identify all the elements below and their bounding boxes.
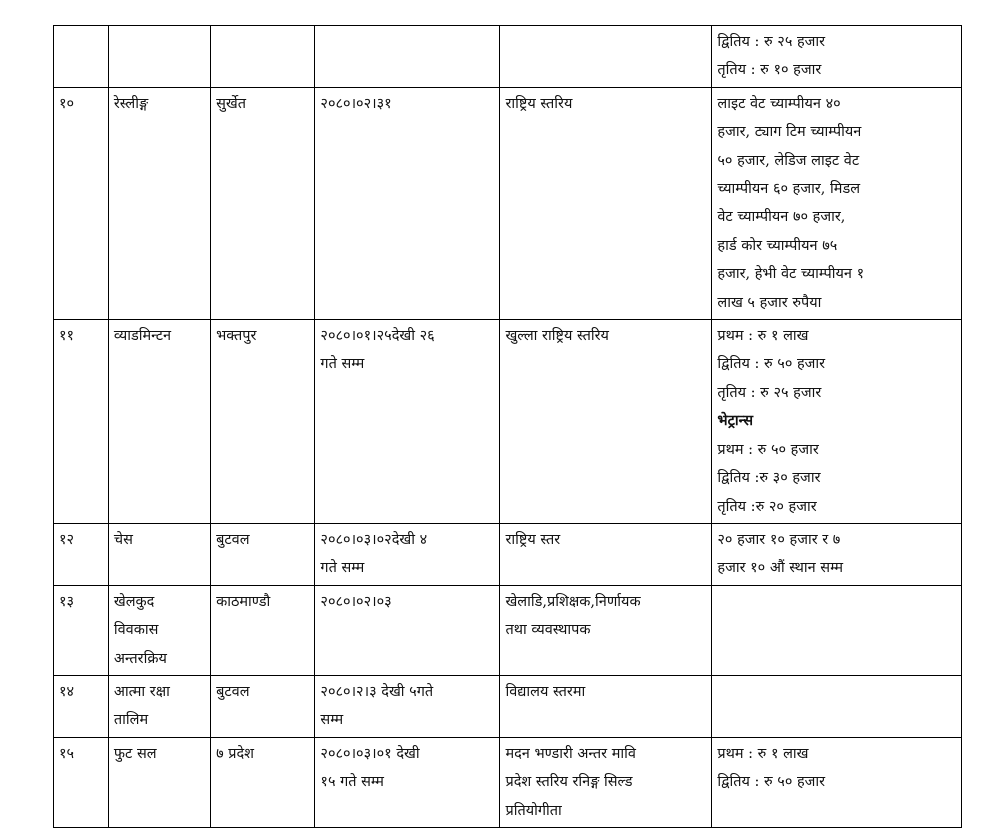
table-row [54, 737, 962, 827]
level-cell [500, 585, 712, 675]
level-line: मदन भण्डारी अन्तर मावि [505, 745, 636, 762]
prize-line: द्वितिय : रु ५० हजार [717, 356, 826, 373]
table-row [54, 523, 962, 585]
table-row [54, 26, 962, 88]
serial-number-cell: १४ [54, 675, 109, 737]
events-table-body [54, 26, 962, 828]
serial-number-cell [54, 26, 109, 88]
prize-line: २० हजार १० हजार र ७ [717, 531, 841, 548]
prize-line: लाख ५ हजार रुपैया [717, 294, 822, 311]
date-cell [315, 675, 500, 737]
date-cell [315, 320, 500, 524]
level-line: राष्ट्रिय स्तरिय [505, 95, 573, 112]
venue-cell: ७ प्रदेश [211, 737, 315, 827]
date-cell [315, 737, 500, 827]
event-name-line: विवकास [113, 622, 159, 639]
prize-line: ५० हजार, लेडिज लाइट वेट [717, 152, 860, 169]
event-name-line: व्याडमिन्टन [113, 328, 172, 345]
prize-line: लाइट वेट च्याम्पीयन ४० [717, 95, 841, 112]
event-name-line: तालिम [113, 712, 149, 729]
venue-cell: काठमाण्डौ [211, 585, 315, 675]
prize-line: हजार १० औं स्थान सम्म [717, 560, 844, 577]
date-line: सम्म [320, 712, 344, 729]
prize-line: द्वितिय :रु ३० हजार [717, 470, 821, 487]
table-row [54, 320, 962, 524]
prize-cell [712, 87, 962, 319]
prize-line: वेट च्याम्पीयन ७० हजार, [717, 209, 846, 226]
prize-line: हजार, हेभी वेट च्याम्पीयन १ [717, 266, 865, 283]
level-line: तथा व्यवस्थापक [505, 622, 591, 639]
level-cell [500, 320, 712, 524]
table-row [54, 87, 962, 319]
prize-heading: भेट्रान्स [717, 412, 754, 430]
prize-line: च्याम्पीयन ६० हजार, मिडल [717, 181, 861, 198]
date-line: २०८०।०१।२५देखी २६ [320, 328, 435, 345]
date-cell [315, 87, 500, 319]
date-cell [315, 585, 500, 675]
level-line: प्रदेश स्तरिय रनिङ्ग सिल्ड [505, 774, 633, 791]
level-cell [500, 737, 712, 827]
level-cell [500, 26, 712, 88]
event-name-line: चेस [113, 531, 133, 548]
venue-cell: बुटवल [211, 675, 315, 737]
date-line: १५ गते सम्म [320, 774, 384, 791]
venue-cell: सुर्खेत [211, 87, 315, 319]
venue-cell: बुटवल [211, 523, 315, 585]
level-cell [500, 87, 712, 319]
date-cell [315, 523, 500, 585]
prize-cell [712, 675, 962, 737]
prize-line: प्रथम : रु १ लाख [717, 745, 809, 762]
prize-line: तृतिय :रु २० हजार [717, 498, 817, 515]
event-name-cell [108, 320, 210, 524]
table-row [54, 675, 962, 737]
level-line: प्रतियोगीता [505, 802, 562, 819]
event-name-line: फुट सल [113, 745, 157, 762]
event-name-line: रेस्लीङ्ग [113, 95, 149, 112]
prize-line: द्वितिय : रु २५ हजार [717, 34, 826, 50]
level-line: खुल्ला राष्ट्रिय स्तरिय [505, 328, 609, 345]
venue-cell [211, 26, 315, 88]
event-name-line: आत्मा रक्षा [113, 683, 170, 700]
prize-line: हजार, ट्याग टिम च्याम्पीयन [717, 124, 862, 141]
event-name-cell [108, 26, 210, 88]
table-row [54, 585, 962, 675]
prize-cell [712, 523, 962, 585]
date-line: २०८०।०२।३१ [320, 95, 392, 112]
prize-line: तृतिय : रु १० हजार [717, 62, 822, 79]
event-name-line: खेलकुद [113, 593, 155, 610]
prize-cell [712, 26, 962, 88]
serial-number-cell: १३ [54, 585, 109, 675]
level-line: विद्यालय स्तरमा [505, 683, 586, 700]
prize-cell [712, 320, 962, 524]
date-line: २०८०।०३।०२देखी ४ [320, 531, 428, 548]
prize-cell [712, 737, 962, 827]
prize-line: द्वितिय : रु ५० हजार [717, 774, 826, 791]
date-line: गते सम्म [320, 560, 365, 577]
events-table [53, 25, 962, 828]
level-cell [500, 675, 712, 737]
date-line: २०८०।०३।०१ देखी [320, 745, 420, 762]
serial-number-cell: १५ [54, 737, 109, 827]
level-cell [500, 523, 712, 585]
event-name-cell [108, 585, 210, 675]
date-cell [315, 26, 500, 88]
event-name-cell [108, 675, 210, 737]
venue-cell: भक्तपुर [211, 320, 315, 524]
prize-line: हार्ड कोर च्याम्पीयन ७५ [717, 237, 838, 254]
event-name-cell [108, 87, 210, 319]
event-name-cell [108, 523, 210, 585]
event-name-line: अन्तरक्रिय [113, 650, 167, 667]
serial-number-cell: ११ [54, 320, 109, 524]
prize-line: तृतिय : रु २५ हजार [717, 384, 822, 401]
date-line: २०८०।२।३ देखी ५गते [320, 683, 434, 700]
prize-line: प्रथम : रु ५० हजार [717, 441, 819, 458]
date-line: गते सम्म [320, 356, 365, 373]
serial-number-cell: १० [54, 87, 109, 319]
level-line: राष्ट्रिय स्तर [505, 531, 561, 548]
level-line: खेलाडि,प्रशिक्षक,निर्णायक [505, 593, 641, 610]
date-line: २०८०।०२।०३ [320, 593, 392, 610]
event-name-cell [108, 737, 210, 827]
serial-number-cell: १२ [54, 523, 109, 585]
prize-line: प्रथम : रु १ लाख [717, 328, 809, 345]
prize-cell [712, 585, 962, 675]
